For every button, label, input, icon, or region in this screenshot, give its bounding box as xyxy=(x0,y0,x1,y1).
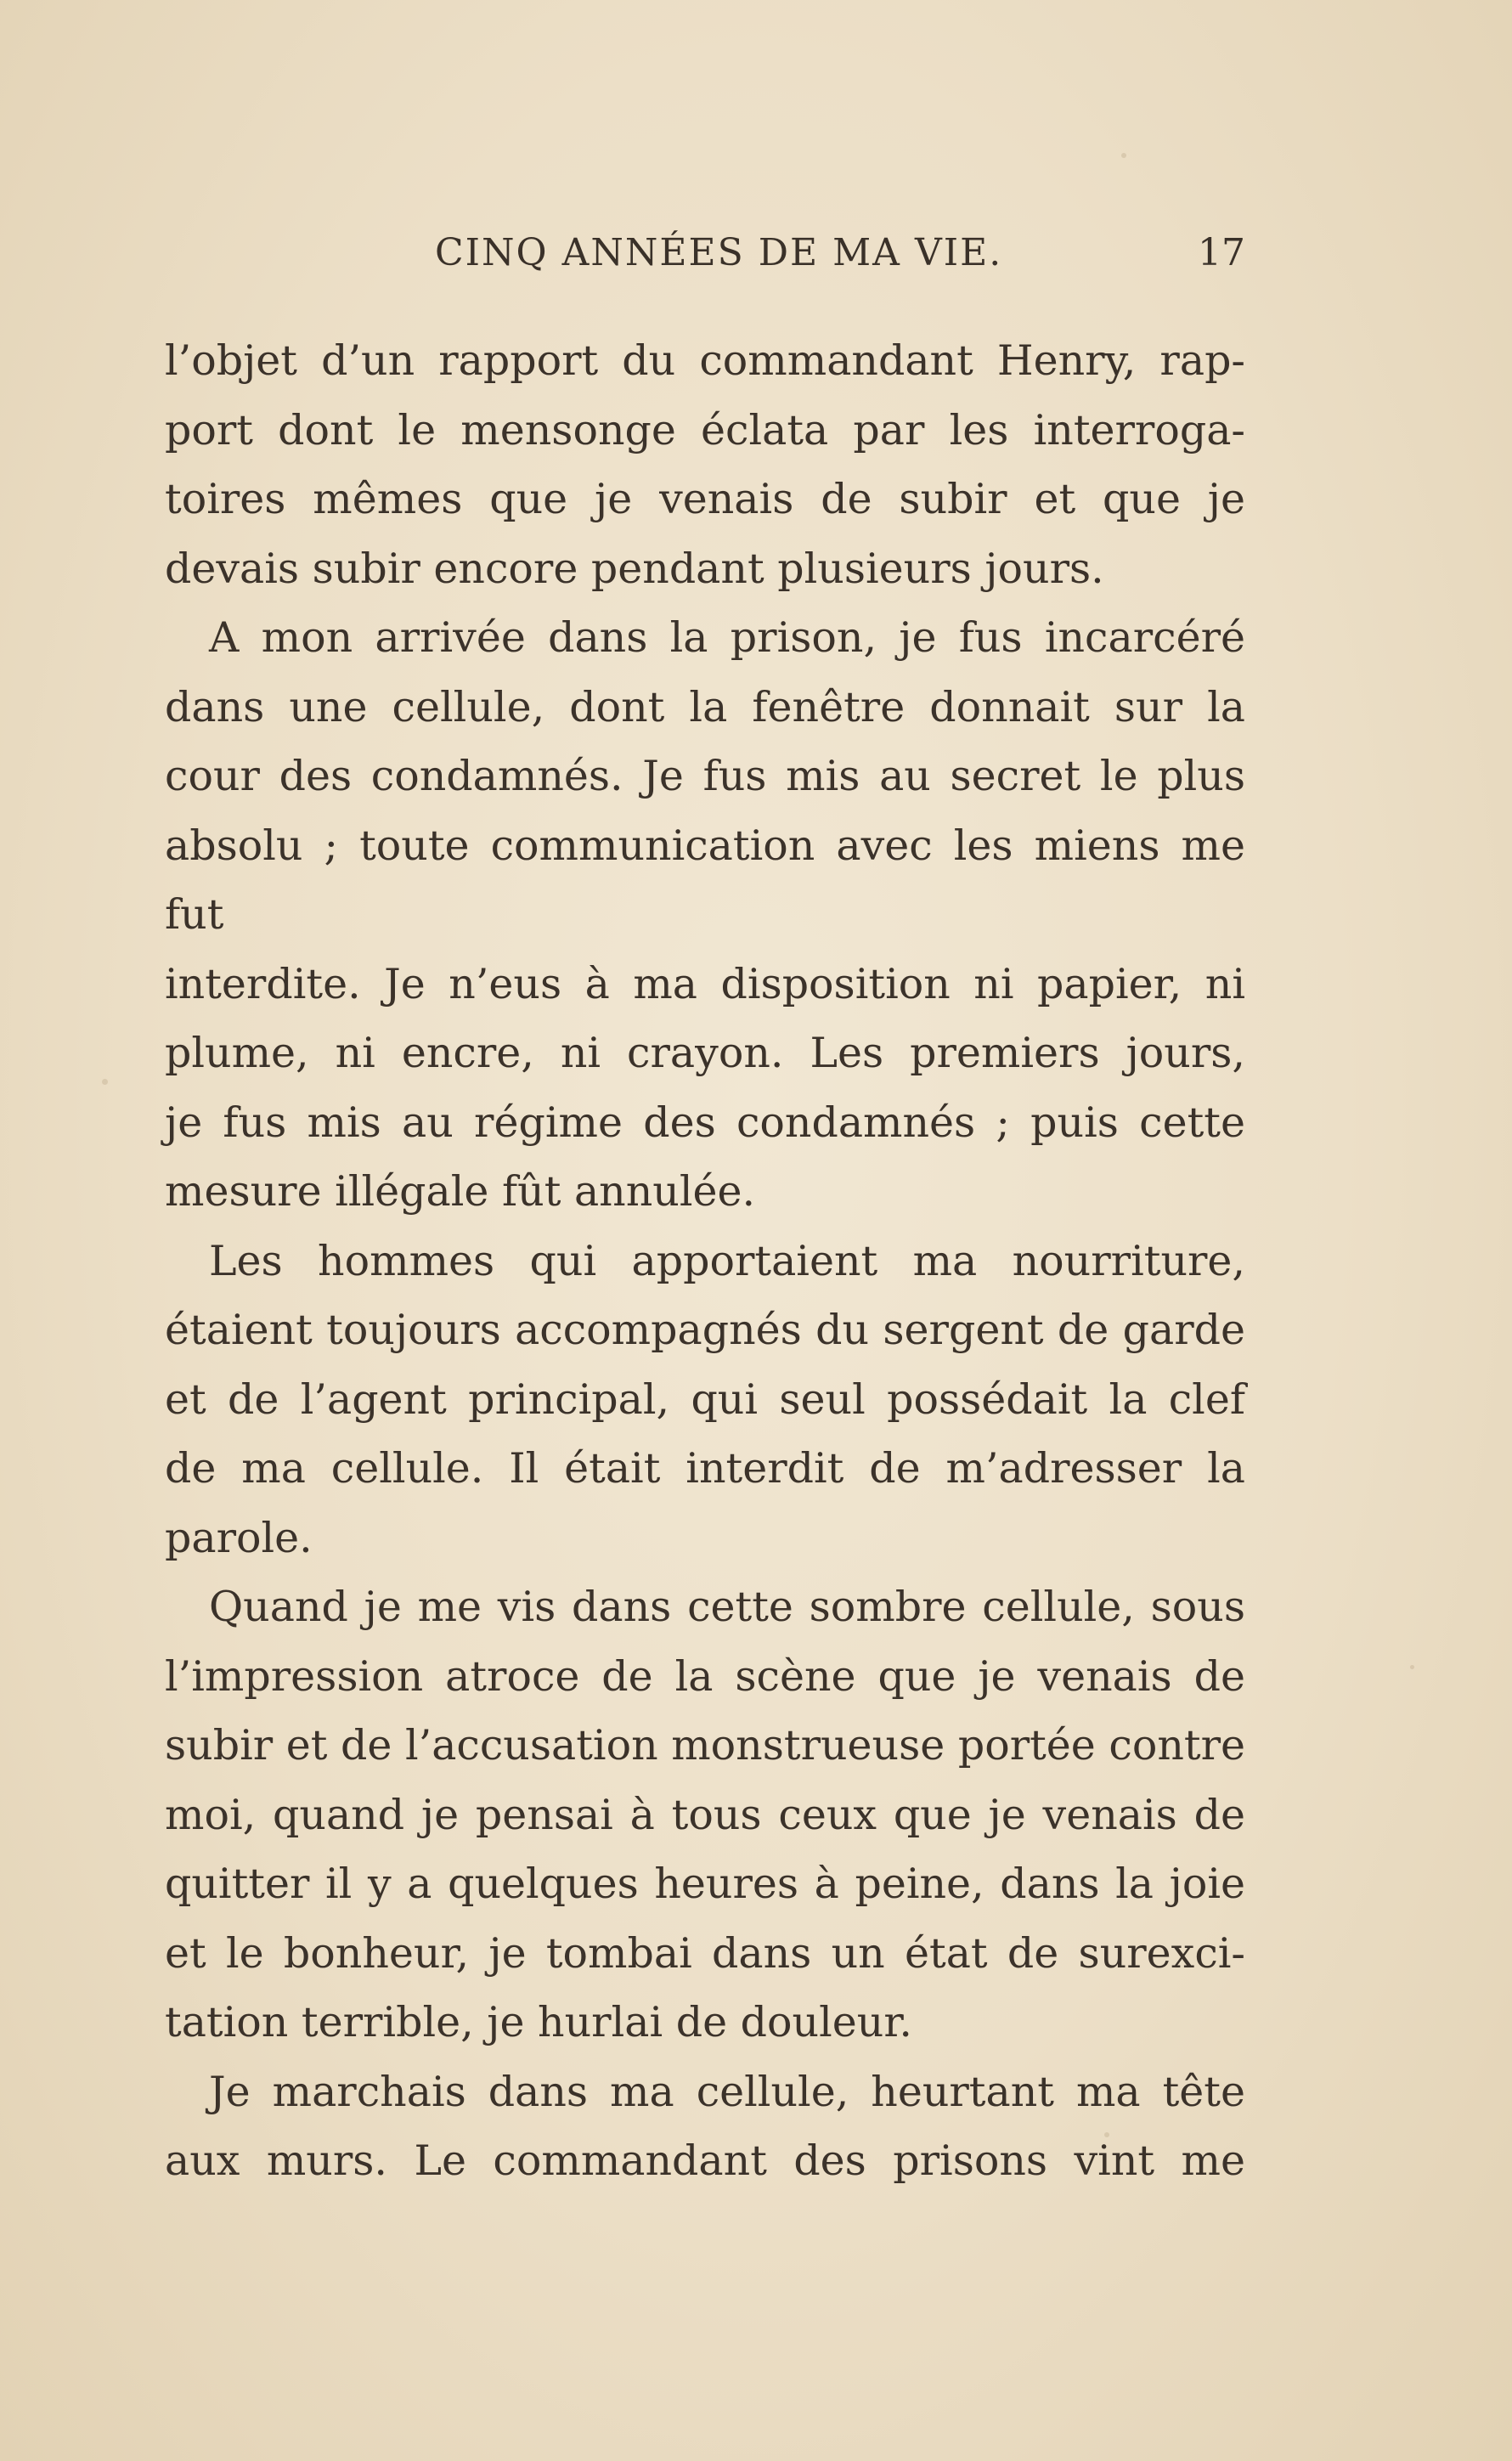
paper-speck xyxy=(1121,153,1126,158)
text-line: aux murs. Le commandant des prisons vint me xyxy=(165,2136,1245,2185)
text-line: de ma cellule. Il était interdit de m’adresser la xyxy=(165,1444,1245,1493)
text-line: subir et de l’accusation monstrueuse portée contre xyxy=(165,1721,1245,1770)
text-line: quitter il y a quelques heures à peine, dans la joie xyxy=(165,1860,1245,1908)
text-line: je fus mis au régime des condamnés ; puis cette xyxy=(165,1098,1245,1147)
text-line: port dont le mensonge éclata par les interroga- xyxy=(165,405,1245,454)
body-text xyxy=(165,326,1245,2196)
text-line: l’objet d’un rapport du commandant Henry, rap- xyxy=(165,336,1245,385)
text-line: et de l’agent principal, qui seul possédait la clef xyxy=(165,1374,1245,1424)
text-line: mesure illégale fût annulée. xyxy=(165,1167,756,1216)
paragraph-start-line: A mon arrivée dans la prison, je fus incarcéré xyxy=(209,613,1245,662)
text-line: toires mêmes que je venais de subir et que je xyxy=(165,475,1245,523)
paragraph-start-line: Je marchais dans ma cellule, heurtant ma tête xyxy=(209,2067,1245,2116)
text-line: devais subir encore pendant plusieurs jours. xyxy=(165,544,1104,593)
text-line: cour des condamnés. Je fus mis au secret le plus xyxy=(165,752,1245,800)
text-line: absolu ; toute communication avec les miens me fut xyxy=(165,821,1245,939)
text-line: dans une cellule, dont la fenêtre donnait sur la xyxy=(165,682,1245,731)
page-number: 17 xyxy=(1198,231,1245,274)
paper-speck xyxy=(1410,1665,1414,1669)
paragraph-start-line: Quand je me vis dans cette sombre cellule, sous xyxy=(209,1583,1245,1631)
paragraph-start-line: Les hommes qui apportaient ma nourriture, xyxy=(209,1236,1245,1285)
text-line: interdite. Je n’eus à ma disposition ni papier, ni xyxy=(165,959,1245,1008)
text-line: et le bonheur, je tombai dans un état de surexci- xyxy=(165,1928,1245,1978)
text-line: tation terrible, je hurlai de douleur. xyxy=(165,1998,912,2046)
running-title: CINQ ANNÉES DE MA VIE. xyxy=(435,231,1003,274)
text-line: parole. xyxy=(165,1513,313,1562)
text-line: étaient toujours accompagnés du sergent de garde xyxy=(165,1306,1245,1354)
text-line: l’impression atroce de la scène que je venais de xyxy=(165,1651,1245,1701)
running-header xyxy=(165,231,1245,291)
text-line: moi, quand je pensai à tous ceux que je venais de xyxy=(165,1790,1245,1839)
paper-speck xyxy=(102,1079,108,1085)
text-line: plume, ni encre, ni crayon. Les premiers jours, xyxy=(165,1029,1245,1077)
